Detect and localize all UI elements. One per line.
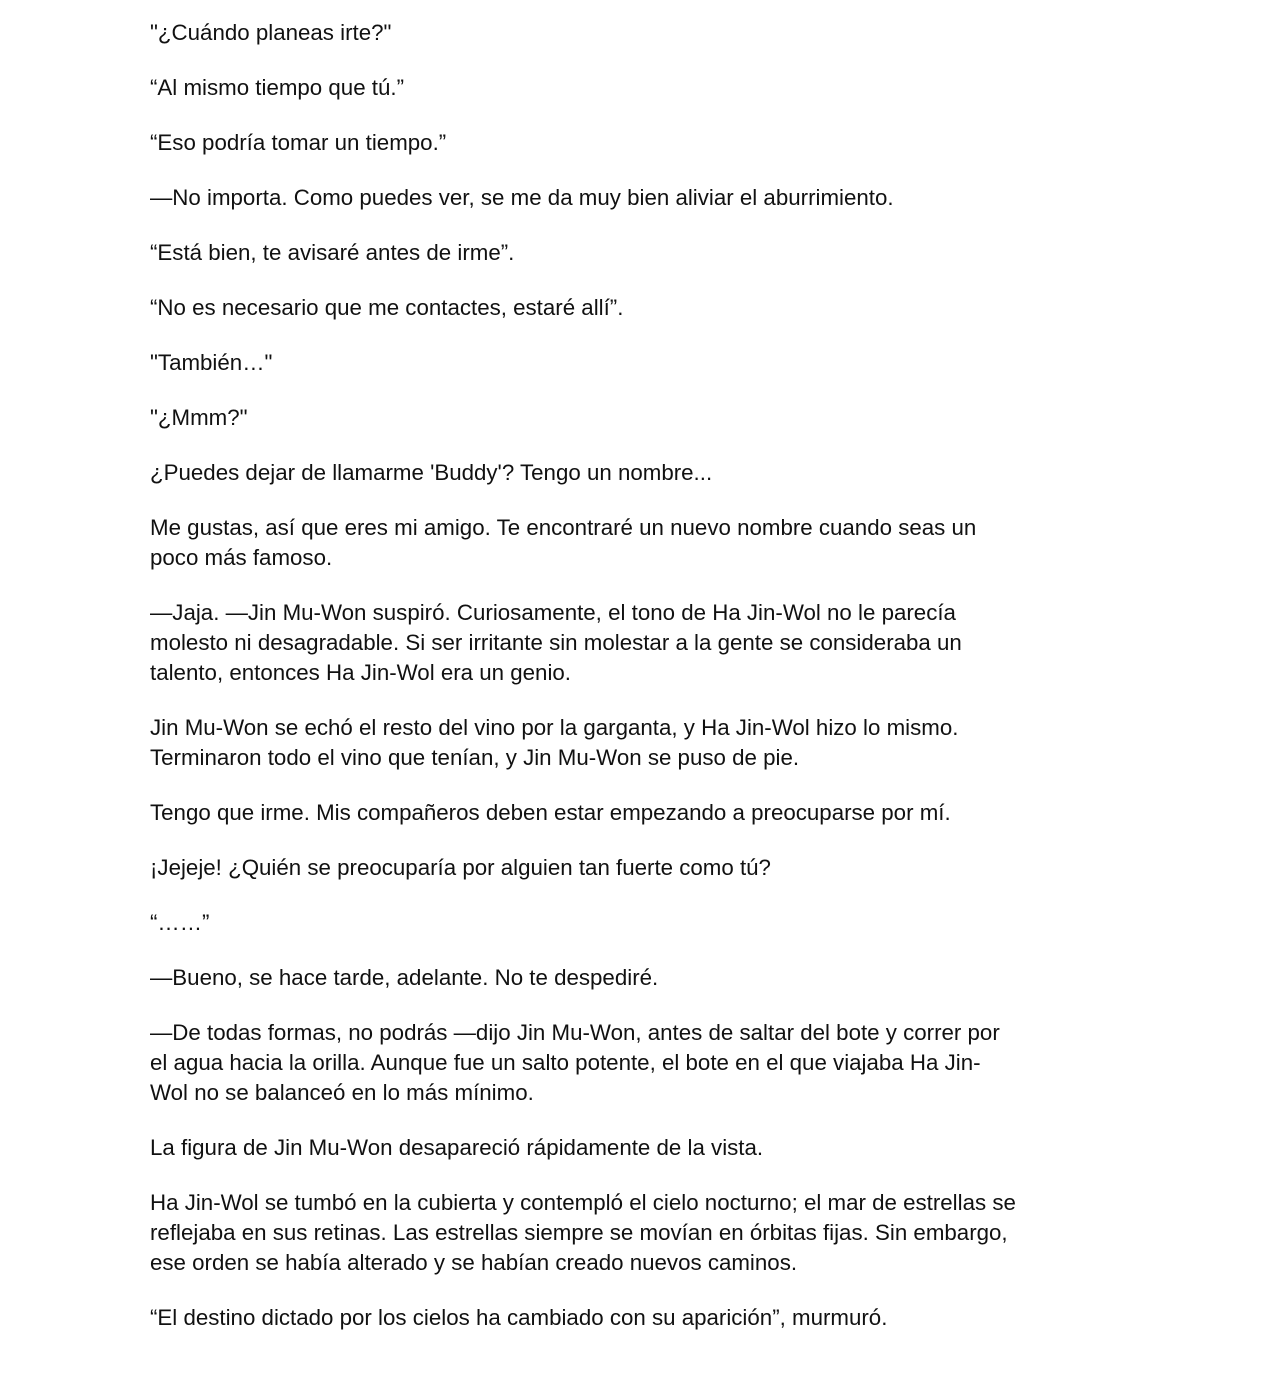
paragraph: —De todas formas, no podrás —dijo Jin Mu-Won, antes de saltar del bote y correr por el agua hacia la orilla. Aunque fue un salto potente, el bote en el que viajaba Ha Jin- Wol no se balanceó en lo más mínimo. [150,1020,1000,1105]
paragraph: Ha Jin-Wol se tumbó en la cubierta y contempló el cielo nocturno; el mar de estrellas se reflejaba en sus retinas. Las estrellas siempre se movían en órbitas fijas. Sin embargo, ese orden se había alterado y se habían creado nuevos caminos. [150,1190,1016,1275]
paragraph: "¿Cuándo planeas irte?" [150,20,392,45]
paragraph: —Bueno, se hace tarde, adelante. No te despediré. [150,965,659,990]
paragraph: “Está bien, te avisaré antes de irme”. [150,240,515,265]
paragraph: ¿Puedes dejar de llamarme 'Buddy'? Tengo un nombre... [150,460,713,485]
paragraph: "¿Mmm?" [150,405,248,430]
paragraph: “……” [150,910,210,935]
paragraph: La figura de Jin Mu-Won desapareció rápidamente de la vista. [150,1135,764,1160]
paragraph: “No es necesario que me contactes, estaré allí”. [150,295,624,320]
paragraph: "También…" [150,350,273,375]
paragraph: “Eso podría tomar un tiempo.” [150,130,447,155]
paragraph: “Al mismo tiempo que tú.” [150,75,405,100]
paragraph: Me gustas, así que eres mi amigo. Te encontraré un nuevo nombre cuando seas un poco más famoso. [150,515,977,570]
paragraph: Tengo que irme. Mis compañeros deben estar empezando a preocuparse por mí. [150,800,951,825]
paragraph: “El destino dictado por los cielos ha cambiado con su aparición”, murmuró. [150,1305,888,1330]
paragraph: Jin Mu-Won se echó el resto del vino por la garganta, y Ha Jin-Wol hizo lo mismo. Terminaron todo el vino que tenían, y Jin Mu-Won se puso de pie. [150,715,959,770]
paragraph: —Jaja. —Jin Mu-Won suspiró. Curiosamente, el tono de Ha Jin-Wol no le parecía molesto ni desagradable. Si ser irritante sin molestar a la gente se consideraba un talento, entonces Ha Jin-Wol era un genio. [150,600,962,685]
document-body [150,18,1140,1358]
paragraph: ¡Jejeje! ¿Quién se preocuparía por alguien tan fuerte como tú? [150,855,771,880]
paragraph: —No importa. Como puedes ver, se me da muy bien aliviar el aburrimiento. [150,185,894,210]
